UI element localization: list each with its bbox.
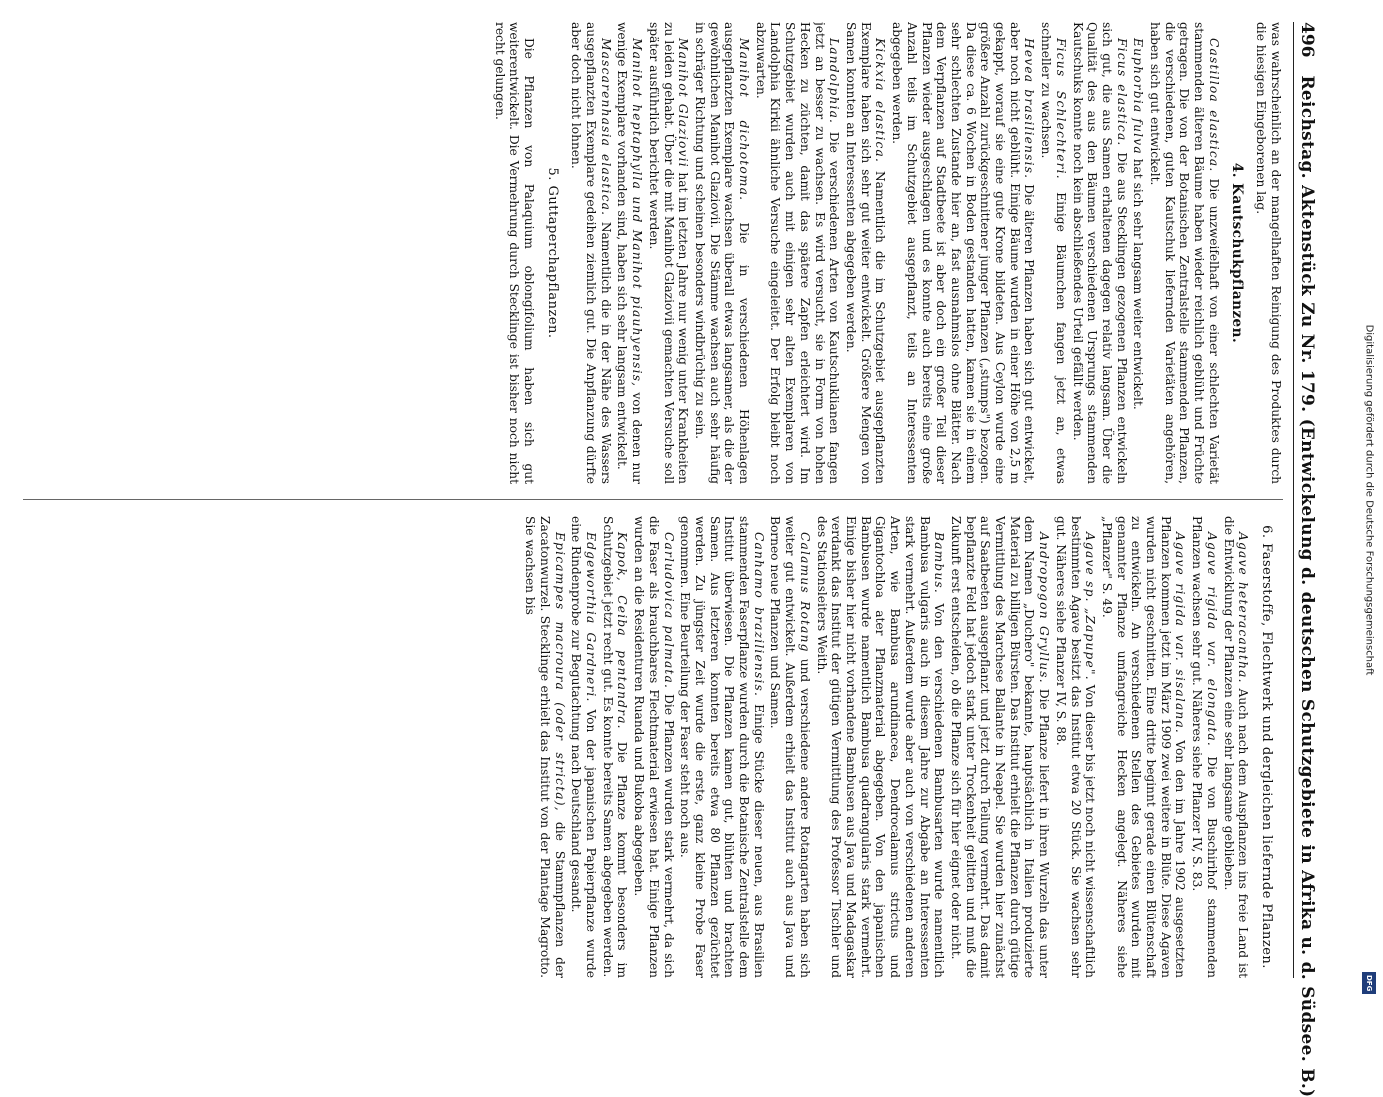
paragraph-bambus xyxy=(814,516,946,978)
paragraph-carludovica xyxy=(631,516,675,978)
paragraph-text: Von den im Jahre 1902 ausgesetzten Pflanzen kommen jetzt im März 1909 zwei weitere in Blüte. Diese Agaven wurden nicht geschnitten. Eine dritte beginnt gerade einen Blütenschaft zu entwickeln. An verschiedenen Stellen des Gebietes wurden mit genannter Pflanze umfangreiche Hecken angelegt. Näheres siehe „Pflanzer" S. 49. xyxy=(1100,516,1188,978)
paragraph-text: Die von Buschirihof stammenden Pflanzen wachsen sehr gut. Näheres siehe Pflanzer IV, S. 83. xyxy=(1190,516,1219,978)
paragraph-text: hat im letzten Jahre nur wenig unter Krankheiten zu leiden gehabt. Über die mit Manihot Glaziovii gemachten Versuche soll später ausführlich berichtet werden. xyxy=(647,22,690,484)
paragraph-text: Die älteren Pflanzen haben sich gut entwickelt, aber noch nicht geblüht. Einige Bäume wurden in einer Höhe von 2,5 m gekappt, worauf sie eine gute Krone bildeten. Aus Ceylon wurde eine größere Anzahl zurückgeschnittener junger Pflanzen („stumps") bezogen. Da diese ca. 6 Wochen in Boden gestanden hatten, kamen sie in einem sehr schlechten Zustande hier an, fast ausnahmslos ohne Blätter. Nach dem Verpflanzen auf Stadtbeete ist aber doch ein großer Teil dieser Pflanzen wieder ausgeschlagen und es konnte auch bereits eine große Anzahl teils im Schutzgebiet ausgepflanzt, teils an Interessenten abgegeben werden. xyxy=(890,22,1036,484)
species-name: Manihot Glaziovii xyxy=(676,38,690,168)
paragraph-agave-heteracantha xyxy=(1221,516,1250,978)
column-divider xyxy=(23,499,1283,500)
paragraph-kickxia xyxy=(843,22,887,484)
species-name: Epicampes macroura (oder stricta), xyxy=(553,532,567,812)
species-name: Carludovica palmata. xyxy=(662,532,676,689)
species-name: Agave sp. „Zapupe". xyxy=(1083,532,1097,681)
species-name: Hevea brasiliensis. xyxy=(1022,38,1036,179)
paragraph-text: Die in verschiedenen Höhenlagen ausgepflanzten Exemplare wachsen überall etwas langsamer, als die der gewöhnlichen Manihot Glaziovii. Die Stämme wachsen auch sehr häufig in schräger Richtung und scheinen besonders windbrüchig zu sein. xyxy=(693,22,751,484)
paragraph-text: Die aus Stecklingen gezogenen Pflanzen entwickeln sich gut, die aus Samen erhaltenen dagegen relativ langsam. Über die Qualität des aus den Bäumen verschiedenen Ursprungs stammenden Kautschuks konnte noch kein abschließendes Urteil gefällt werden. xyxy=(1071,22,1129,484)
section-heading-kautschuk: 4. Kautschukpflanzen. xyxy=(1229,22,1244,484)
paragraph-text: Einige Bäumchen fangen jetzt an, etwas schneller zu wachsen. xyxy=(1039,22,1068,484)
paragraph-text: Die Pflanze kommt besonders im Schutzgebiet jetzt recht gut. Es konnte bereits Samen abgegeben werden. xyxy=(601,516,630,978)
species-name: Landolphia. xyxy=(827,38,841,124)
paragraph-text: hat sich sehr langsam weiter entwickelt. xyxy=(1131,159,1145,410)
left-column xyxy=(23,22,1283,484)
paragraph-text: die Stammpflanzen der Zacatonwurzel. Stecklinge erhielt das Institut von der Plantage Magrotto. Sie wachsen bis xyxy=(523,516,566,978)
species-name: Agave heteracantha. xyxy=(1236,532,1250,684)
digitization-credit: Digitalisierung gefördert durch die Deutsche Forschungsgemeinschaft xyxy=(1364,10,1375,990)
species-name: Kapok, Ceiba pentandra. xyxy=(615,532,629,730)
species-name: Manihot dichotoma. xyxy=(737,38,751,201)
paragraph-text: Die Pflanzen wurden stark vermehrt, da sich die Faser als brauchbares Flechtmaterial erwiesen hat. Einige Pflanzen wurden an die Residenturen Ruanda und Bukoba abgegeben. xyxy=(632,516,675,978)
species-name: Bambus. xyxy=(932,532,946,594)
paragraph-manihot-heptaphylla xyxy=(615,22,644,484)
species-name: Mascarenhasia elastica. xyxy=(599,38,613,216)
paragraph-text: und verschiedene andere Rotangarten haben sich weiter gut entwickelt. Außerdem erhielt das Institut auch aus Java und Borneo neue Pflanzen und Samen. xyxy=(769,516,812,978)
paragraph-text: Auch nach dem Auspflanzen ins freie Land ist die Entwicklung der Pflanzen eine sehr langsame geblieben. xyxy=(1222,516,1251,978)
paragraph-canhamo xyxy=(678,516,766,978)
species-name: Ficus Schlechteri. xyxy=(1054,38,1068,180)
species-name: Canhamo braziliensis. xyxy=(752,532,766,697)
page-number: 496 xyxy=(1297,22,1317,58)
paragraph-manihot-dichotoma xyxy=(692,22,751,484)
paragraph-edgeworthia xyxy=(569,516,598,978)
paragraph-manihot-glaziovii xyxy=(646,22,690,484)
species-name: Ficus elastica. xyxy=(1115,38,1129,147)
section-heading-guttapercha: 5. Guttaperchapflanzen. xyxy=(544,22,559,484)
species-name: Castilloa elastica. xyxy=(1207,38,1221,172)
paragraph-euphorbia xyxy=(1131,22,1146,484)
paragraph-andropogon xyxy=(948,516,1051,978)
paragraph-hevea xyxy=(889,22,1036,484)
paragraph-landolphia xyxy=(753,22,841,484)
page-content xyxy=(17,22,1327,978)
paragraph-text: Von den verschiedenen Bambusarten wurde namentlich Bambusa vulgaris auch in diesem Jahre zur Abgabe an Interessenten stark vermehrt. Außerdem wurde aber auch von verschiedenen anderen Arten, wie Bambusa arundinacea, Dendrocalamus strictus und Gigantochloa ater Pflanzmaterial abgegeben. Von den japanischen Bambusen wurde namentlich Bambusa quadrangularis stark vermehrt. Einige bisher hier nicht vorhandene Bambusen aus Java und Madagaskar verdankt das Institut der gütigen Vermittlung des Professor Tischler und des Stationsleiters Weith. xyxy=(815,516,947,978)
paragraph-epicampes xyxy=(523,516,567,978)
species-name: Agave rigida var. sisalana. xyxy=(1173,532,1187,734)
intro-paragraph: was wahrscheinlich an der mangelhaften Reinigung des Produktes durch die hiesigen Eingeborenen lag. xyxy=(1254,22,1283,484)
paragraph-agave-sisalana xyxy=(1099,516,1187,978)
paragraph-text: Namentlich die im Schutzgebiet ausgepflanzten Exemplare haben sich sehr gut weiter entwickelt. Größere Mengen von Samen konnten an Interessenten abgegeben werden. xyxy=(844,22,887,484)
species-name: Manihot heptaphylla und Manihot piauhyensis, xyxy=(630,38,644,387)
paragraph-ficus-schlechteri xyxy=(1038,22,1067,484)
paragraph-ficus-elastica xyxy=(1070,22,1129,484)
header-title: Reichstag. Aktenstück Zu Nr. 179. (Entwickelung d. deutschen Schutzgebiete in Afrika u. d. Südsee. B.) xyxy=(1297,76,1317,1097)
species-name: Agave rigida var. elongata. xyxy=(1205,532,1219,747)
paragraph-text: Die unzweifelhaft von einer schlechten Varietät stammenden älteren Bäume haben wieder reichlich geblüht und Früchte getragen. Die von der Botanischen Zentralstelle stammenden Pflanzen, die verschiedenen, guten Kautschuk liefernden Varietäten angehören, haben sich gut entwickelt. xyxy=(1148,22,1221,484)
right-column xyxy=(23,516,1283,978)
species-name: Calamus Rotang xyxy=(798,532,812,653)
paragraph-mascarenhasia xyxy=(569,22,613,484)
species-name: Andropogon Gryllus. xyxy=(1037,532,1051,684)
paragraph-text: Von der japanischen Papierpflanze wurde eine Rindenprobe zur Begutachtung nach Deutschland gesandt. xyxy=(569,516,598,978)
paragraph-text: von denen nur wenige Exemplare vorhanden sind, haben sich sehr langsam entwickelt. xyxy=(615,22,644,484)
paragraph-castilloa xyxy=(1147,22,1221,484)
paragraph-calamus xyxy=(768,516,812,978)
paragraph-agave-elongata xyxy=(1189,516,1218,978)
paragraph-text: Die Pflanze liefert in ihren Wurzeln das unter dem Namen „Duchero" bekannte, hauptsächlich in Italien produzierte Material zu billigen Bürsten. Das Institut erhielt die Pflanzen durch gütige Vermittlung des Marchese Ballante in Neapel. Sie wurden hier zunächst auf Saatbeeten ausgepflanzt und jetzt durch Teilung vermehrt. Das damit bepflanzte Feld hat jedoch stark unter Trockenheit gelitten und muß die Zukunft erst entscheiden, ob die Pflanze sich für hier eignet oder nicht. xyxy=(949,516,1051,978)
paragraph-agave-zapupe xyxy=(1053,516,1097,978)
paragraph-kapok xyxy=(600,516,629,978)
paragraph-text: Von dieser bis jetzt noch nicht wissenschaftlich bestimmten Agave besitzt das Institut etwa 20 Stück. Sie wachsen sehr gut. Näheres siehe Pflanzer IV, S. 88. xyxy=(1054,516,1097,978)
digitization-sidebar xyxy=(1356,0,1383,1000)
paragraph-text: Einige Stücke dieser neuen, aus Brasilien stammenden Faserpflanze wurden durch die Botanische Zentralstelle dem Institut überwiesen. Die Pflanzen kamen gut, blühten und brachten Samen. Aus letzteren konnten bereits etwa 80 Pflanzen gezüchtet werden. Zu jüngster Zeit wurde die erste, ganz kleine Probe Faser genommen. Eine Beurteilung der Faser steht noch aus. xyxy=(678,516,766,978)
paragraph-palaquium: Die Pflanzen von Palaquium oblongifolium haben sich gut weiterentwickelt. Die Vermehrung durch Stecklinge ist bisher noch nicht recht gelungen. xyxy=(492,22,536,484)
dfg-logo: DFG xyxy=(1362,972,1376,994)
paragraph-text: Namentlich die in der Nähe des Wassers ausgepflanzten Exemplare gedeihen ziemlich gut. Die Anpflanzung dürfte aber doch nicht lohnen. xyxy=(569,22,612,484)
paragraph-text: Die verschiedenen Arten von Kautschuklianen fangen jetzt an besser zu wachsen. Es wird versucht, sie in Form von hohen Hecken zu züchten, damit das spätere Zapfen erleichtert wird. Im Schutzgebiet wurden auch mit einigen sehr alten Exemplaren von Landolphia Kirkii ähnliche Versuche eingeleitet. Der Erfolg bleibt noch abzuwarten. xyxy=(754,22,842,484)
species-name: Edgeworthia Gardneri. xyxy=(584,532,598,703)
species-name: Euphorbia fulva xyxy=(1131,38,1145,155)
running-header xyxy=(1293,22,1327,978)
species-name: Kickxia elastica. xyxy=(873,38,887,163)
section-heading-faserstoffe: 6. Faserstoffe, Flechtwerk und dergleichen liefernde Pflanzen. xyxy=(1258,516,1273,978)
